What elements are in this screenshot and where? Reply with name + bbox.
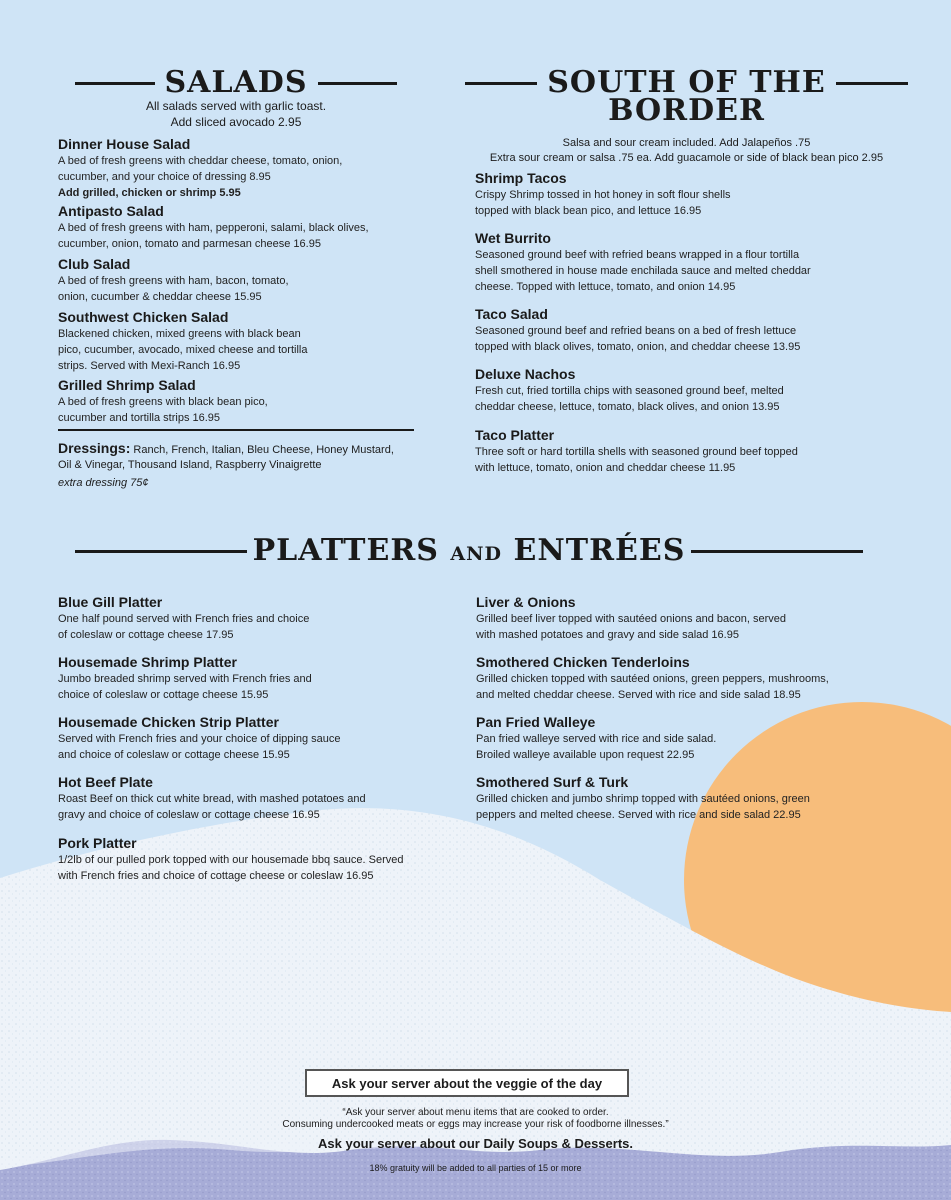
gratuity-note: 18% gratuity will be added to all parties of 15 or more: [369, 1163, 582, 1173]
item-description: Served with French fries and your choice of dipping sauce and choice of coleslaw or cottage cheese 15.95: [58, 733, 341, 761]
dressings-label: Dressings:: [58, 440, 131, 456]
item-description: One half pound served with French fries and choice of coleslaw or cottage cheese 17.95: [58, 613, 310, 641]
item-description: Crispy Shrimp tossed in hot honey in soft flour shells topped with black bean pico, and lettuce 16.95: [475, 189, 731, 217]
salads-note-avocado: Add sliced avocado 2.95: [170, 115, 302, 129]
extra-dressing-price: extra dressing 75¢: [58, 477, 149, 489]
menu-item: [476, 653, 906, 703]
item-description: Fresh cut, fried tortilla chips with seasoned ground beef, melted cheddar cheese, lettuce, tomato, black olives, and onion 13.95: [475, 385, 784, 413]
item-name: Liver & Onions: [476, 594, 576, 610]
item-name: Housemade Chicken Strip Platter: [58, 714, 279, 730]
item-name: Dinner House Salad: [58, 136, 191, 152]
platters-title-and: AND: [450, 543, 502, 565]
item-description: Seasoned ground beef with refried beans wrapped in a flour tortilla shell smothered in house made enchilada sauce and melted cheddar cheese. Topped with lettuce, tomato, and onion 14.95: [475, 249, 811, 293]
item-description: Roast Beef on thick cut white bread, with mashed potatoes and gravy and choice of coleslaw or cottage cheese 16.95: [58, 793, 366, 821]
salads-note: [75, 98, 397, 130]
item-name: Taco Platter: [475, 427, 555, 443]
menu-item: [475, 426, 905, 476]
item-name: Pan Fried Walleye: [476, 714, 596, 730]
header-rule-right: [691, 550, 863, 553]
menu-item: [58, 713, 458, 763]
header-rule-left: [465, 82, 537, 85]
header-rule-left: [75, 550, 247, 553]
platters-title: [247, 533, 692, 568]
item-description: Three soft or hard tortilla shells with seasoned ground beef topped with lettuce, tomato, onion and cheddar cheese 11.95: [475, 446, 798, 474]
dressings-list: Ranch, French, Italian, Bleu Cheese, Honey Mustard, Oil & Vinegar, Thousand Island, Raspberry Vinaigrette: [58, 444, 394, 471]
item-description: A bed of fresh greens with black bean pico, cucumber and tortilla strips 16.95: [58, 396, 268, 424]
platters-header: [75, 533, 863, 568]
menu-item: [58, 308, 418, 374]
menu-item: [58, 834, 468, 884]
item-description: A bed of fresh greens with cheddar cheese, tomato, onion, cucumber, and your choice of dressing 8.95: [58, 155, 343, 183]
menu-item: [58, 376, 418, 426]
header-rule-left: [75, 82, 155, 85]
item-description: Grilled chicken and jumbo shrimp topped with sautéed onions, green peppers and melted cheese. Served with rice and side salad 22.95: [476, 793, 810, 821]
item-description: Seasoned ground beef and refried beans on a bed of fresh lettuce topped with black olives, tomato, onion, and cheddar cheese 13.95: [475, 325, 801, 353]
item-name: Pork Platter: [58, 835, 137, 851]
item-description: Pan fried walleye served with rice and side salad. Broiled walleye available upon request 22.95: [476, 733, 717, 761]
disclaimer: [0, 1107, 951, 1131]
menu-item: [58, 202, 418, 252]
menu-item: [58, 593, 458, 643]
item-description: Jumbo breaded shrimp served with French fries and choice of coleslaw or cottage cheese 15.95: [58, 673, 312, 701]
item-name: Deluxe Nachos: [475, 366, 576, 382]
menu-item: [475, 365, 905, 415]
item-name: Blue Gill Platter: [58, 594, 163, 610]
header-rule-right: [318, 82, 398, 85]
salads-title: SALADS: [164, 65, 308, 100]
menu-item: [475, 169, 905, 219]
item-description: A bed of fresh greens with ham, pepperoni, salami, black olives, cucumber, onion, tomato and parmesan cheese 16.95: [58, 222, 369, 250]
south-note: [465, 136, 908, 166]
salads-header: [75, 65, 397, 100]
item-name: Grilled Shrimp Salad: [58, 377, 196, 393]
item-description: A bed of fresh greens with ham, bacon, tomato, onion, cucumber & cheddar cheese 15.95: [58, 275, 289, 303]
platters-title-a: PLATTERS: [252, 533, 439, 568]
item-name: Antipasto Salad: [58, 203, 164, 219]
item-name: Smothered Surf & Turk: [476, 774, 629, 790]
south-note-extras: Extra sour cream or salsa .75 ea. Add guacamole or side of black bean pico 2.95: [489, 152, 884, 164]
south-title-line1: SOUTH OF THE: [547, 65, 826, 100]
disclaimer-line1: “Ask your server about menu items that are cooked to order.: [342, 1107, 609, 1118]
item-name: Hot Beef Plate: [58, 774, 153, 790]
item-description: Grilled beef liver topped with sautéed onions and bacon, served with mashed potatoes and gravy and side salad 16.95: [476, 613, 787, 641]
item-name: Club Salad: [58, 256, 131, 272]
menu-item: [476, 593, 906, 643]
salads-divider: [58, 429, 414, 431]
item-name: Southwest Chicken Salad: [58, 309, 229, 325]
disclaimer-line2: Consuming undercooked meats or eggs may increase your risk of foodborne illnesses.”: [282, 1119, 669, 1130]
item-name: Taco Salad: [475, 306, 548, 322]
item-name: Wet Burrito: [475, 230, 551, 246]
dressings-block: [58, 441, 403, 491]
menu-item: [58, 773, 458, 823]
south-note-included: Salsa and sour cream included. Add Jalapeños .75: [562, 137, 811, 149]
item-name: Smothered Chicken Tenderloins: [476, 654, 690, 670]
item-name: Shrimp Tacos: [475, 170, 567, 186]
menu-item: [476, 773, 906, 823]
item-description: Grilled chicken topped with sautéed onions, green peppers, mushrooms, and melted cheddar cheese. Served with rice and side salad 18.95: [476, 673, 829, 701]
south-title-line2: BORDER: [608, 93, 765, 128]
menu-item: [475, 229, 905, 295]
item-description: 1/2lb of our pulled pork topped with our housemade bbq sauce. Served with French fries and choice of cottage cheese or coleslaw 16.95: [58, 854, 404, 882]
item-addon: Add grilled, chicken or shrimp 5.95: [58, 187, 241, 199]
soups-desserts-note: Ask your server about our Daily Soups & Desserts.: [318, 1136, 633, 1151]
menu-item: [475, 305, 905, 355]
header-rule-right: [836, 82, 908, 85]
item-description: Blackened chicken, mixed greens with black bean pico, cucumber, avocado, mixed cheese and tortilla strips. Served with Mexi-Ranch 16.95: [58, 328, 308, 372]
item-name: Housemade Shrimp Platter: [58, 654, 237, 670]
menu-item: [58, 135, 418, 201]
menu-item: [58, 653, 458, 703]
platters-title-b: ENTRÉES: [513, 533, 686, 568]
veggie-of-the-day-box: Ask your server about the veggie of the day: [305, 1069, 629, 1097]
salads-note-toast: All salads served with garlic toast.: [145, 99, 327, 113]
menu-item: [58, 255, 418, 305]
menu-item: [476, 713, 906, 763]
